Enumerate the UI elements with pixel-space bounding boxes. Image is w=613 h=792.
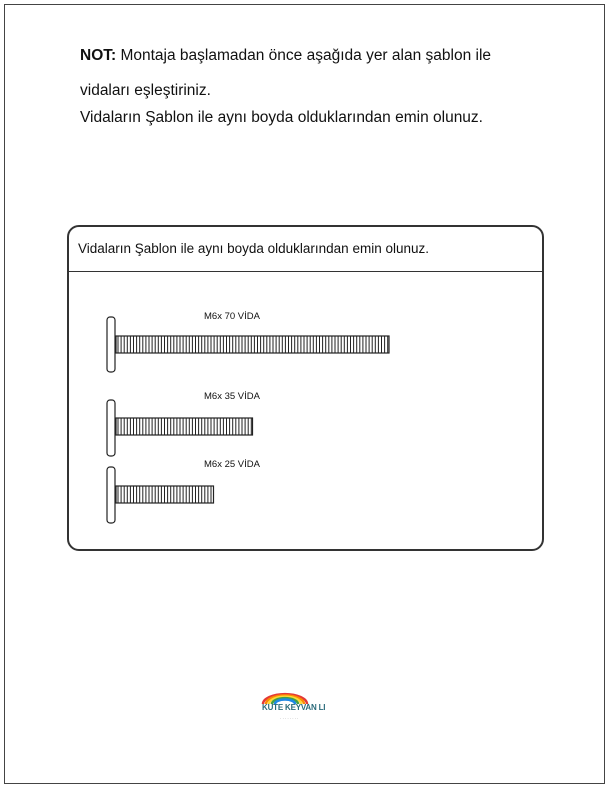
screw-head-35 xyxy=(107,400,115,456)
screw-label-70: M6x 70 VİDA xyxy=(204,311,260,322)
screw-shaft-70 xyxy=(116,336,389,353)
screw-head-25 xyxy=(107,467,115,523)
note-prefix: NOT: xyxy=(80,47,117,64)
screw-head-70 xyxy=(107,317,115,372)
screw-label-25: M6x 25 VİDA xyxy=(204,459,260,470)
note-line-3: Vidaların Şablon ile aynı boyda olduklarından emin olunuz. xyxy=(80,109,483,126)
brand-logo-subtext: · · · · · · · · xyxy=(280,716,299,721)
note-line-1-text: Montaja başlamadan önce aşağıda yer alan şablon ile xyxy=(116,47,492,64)
screw-label-35: M6x 35 VİDA xyxy=(204,391,260,402)
note-line-2: vidaları eşleştiriniz. xyxy=(80,82,211,99)
brand-logo-text: KUTE KEYVAN LI xyxy=(262,703,326,712)
template-header: Vidaların Şablon ile aynı boyda olduklarından emin olunuz. xyxy=(69,227,542,272)
